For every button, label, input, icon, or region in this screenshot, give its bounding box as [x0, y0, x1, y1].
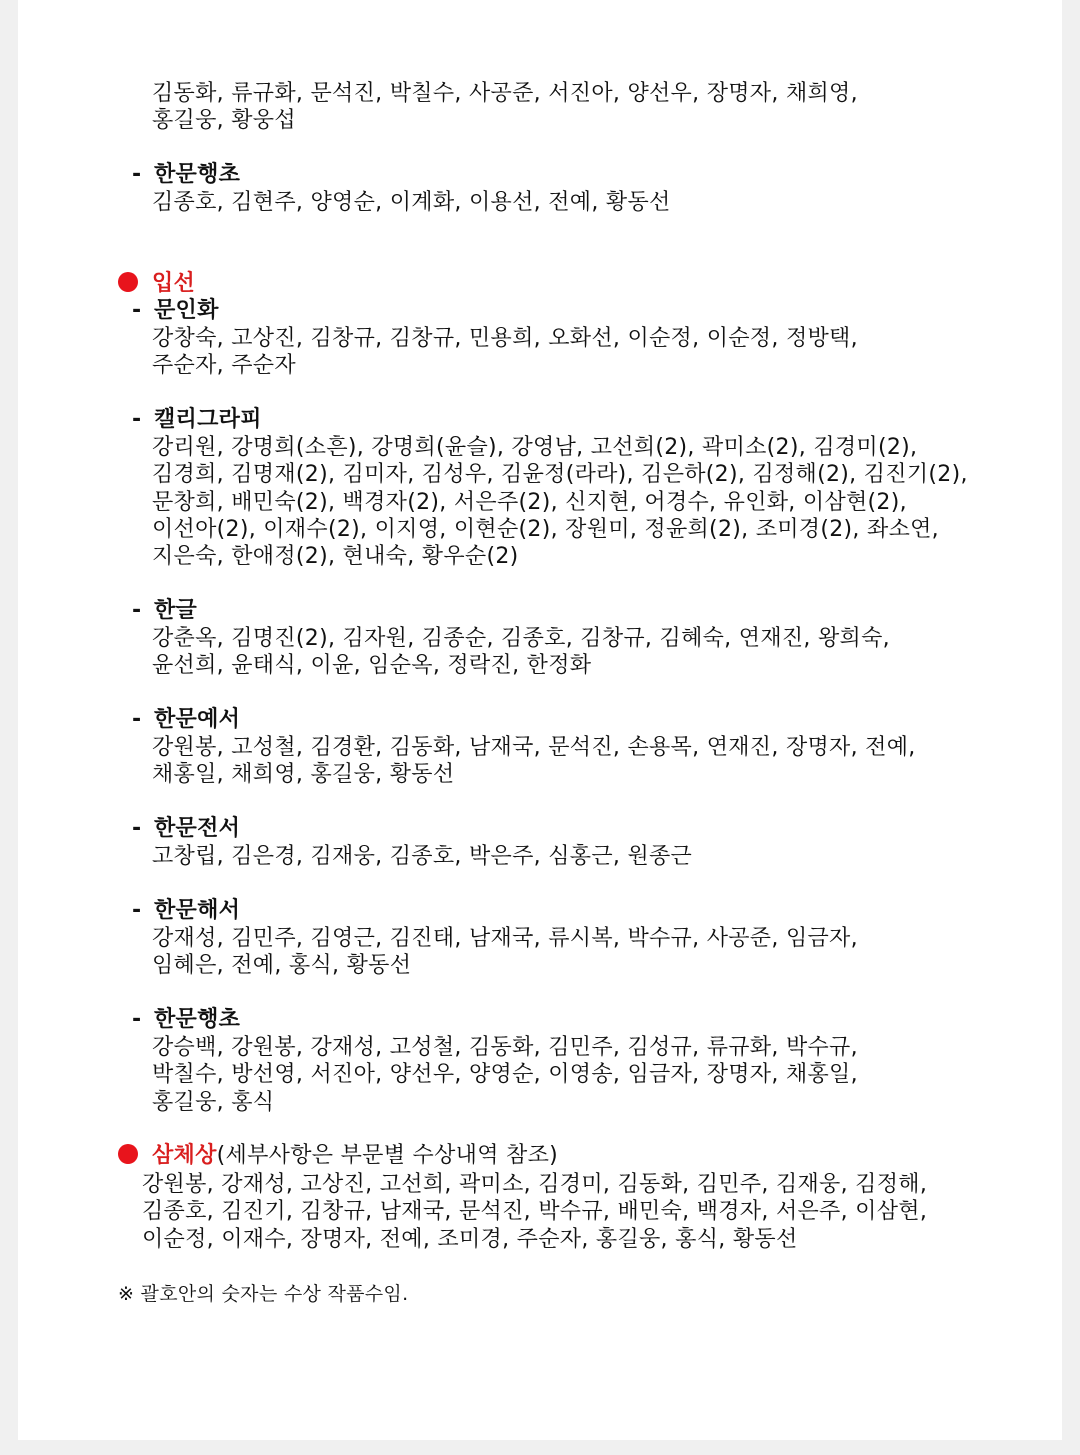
category-title: 한문전서 — [154, 816, 241, 841]
category-heading — [132, 297, 219, 325]
dash-marker: - — [132, 1007, 142, 1032]
dash-marker: - — [132, 707, 142, 732]
names-line: 강원봉, 강재성, 고상진, 고선희, 곽미소, 김경미, 김동화, 김민주, 김재웅, 김정해, — [142, 1172, 928, 1197]
names-line: 지은숙, 한애정(2), 현내숙, 황우순(2) — [152, 544, 519, 569]
dash-marker: - — [132, 816, 142, 841]
category-title: 한문행초 — [154, 1007, 241, 1032]
names-line: 박칠수, 방선영, 서진아, 양선우, 양영순, 이영송, 임금자, 장명자, 채홍일, — [152, 1062, 858, 1087]
names-line: 임혜은, 전예, 홍식, 황동선 — [152, 953, 412, 978]
names-line: 김종호, 김현주, 양영순, 이계화, 이용선, 전예, 황동선 — [152, 190, 671, 215]
dash-marker: - — [132, 162, 142, 187]
category-heading — [132, 597, 197, 625]
document-page — [18, 0, 1062, 1440]
footnote: ※ 괄호안의 숫자는 수상 작품수임. — [118, 1283, 409, 1305]
section-heading-samche — [118, 1142, 558, 1170]
names-line: 강리원, 강명희(소흔), 강명희(윤슬), 강영남, 고선희(2), 곽미소(2), 김경미(2), — [152, 435, 918, 460]
category-heading — [132, 161, 240, 189]
names-line: 김동화, 류규화, 문석진, 박칠수, 사공준, 서진아, 양선우, 장명자, 채희영, — [152, 81, 858, 106]
category-title: 한문행초 — [154, 162, 241, 187]
category-title: 한글 — [154, 598, 198, 623]
category-title: 한문해서 — [154, 898, 241, 923]
section-subtitle: (세부사항은 부문별 수상내역 참조) — [216, 1143, 559, 1168]
names-line: 강춘옥, 김명진(2), 김자원, 김종순, 김종호, 김창규, 김혜숙, 연재진, 왕희숙, — [152, 626, 890, 651]
section-title: 입선 — [152, 271, 196, 296]
dash-marker: - — [132, 898, 142, 923]
dash-marker: - — [132, 298, 142, 323]
names-line: 김경희, 김명재(2), 김미자, 김성우, 김윤정(라라), 김은하(2), 김정해(2), 김진기(2), — [152, 462, 968, 487]
names-line: 강창숙, 고상진, 김창규, 김창규, 민용희, 오화선, 이순정, 이순정, 정방택, — [152, 326, 858, 351]
names-line: 김종호, 김진기, 김창규, 남재국, 문석진, 박수규, 배민숙, 백경자, 서은주, 이삼현, — [142, 1199, 928, 1224]
category-title: 한문예서 — [154, 707, 241, 732]
names-line: 고창립, 김은경, 김재웅, 김종호, 박은주, 심홍근, 원종근 — [152, 844, 693, 869]
names-line: 홍길웅, 홍식 — [152, 1090, 275, 1115]
names-line: 주순자, 주순자 — [152, 353, 296, 378]
category-heading — [132, 406, 262, 434]
category-heading — [132, 1006, 240, 1034]
dash-marker: - — [132, 598, 142, 623]
names-line: 채홍일, 채희영, 홍길웅, 황동선 — [152, 762, 455, 787]
section-heading-ipseon — [118, 270, 195, 298]
category-heading — [132, 897, 240, 925]
names-line: 문창희, 배민숙(2), 백경자(2), 서은주(2), 신지현, 어경수, 유인화, 이삼현(2), — [152, 490, 907, 515]
names-line: 이순정, 이재수, 장명자, 전예, 조미경, 주순자, 홍길웅, 홍식, 황동선 — [142, 1227, 798, 1252]
dash-marker: - — [132, 407, 142, 432]
names-line: 강원봉, 고성철, 김경환, 김동화, 남재국, 문석진, 손용목, 연재진, 장명자, 전예, — [152, 735, 916, 760]
category-title: 문인화 — [154, 298, 219, 323]
names-line: 홍길웅, 황웅섭 — [152, 108, 296, 133]
section-title: 삼체상 — [152, 1143, 217, 1168]
names-line: 이선아(2), 이재수(2), 이지영, 이현순(2), 장원미, 정윤희(2), 조미경(2), 좌소연, — [152, 517, 939, 542]
bullet-dot-icon — [118, 272, 138, 292]
names-line: 강승백, 강원봉, 강재성, 고성철, 김동화, 김민주, 김성규, 류규화, 박수규, — [152, 1035, 858, 1060]
names-line: 윤선희, 윤태식, 이윤, 임순옥, 정락진, 한정화 — [152, 653, 592, 678]
category-heading — [132, 815, 240, 843]
names-line: 강재성, 김민주, 김영근, 김진태, 남재국, 류시복, 박수규, 사공준, 임금자, — [152, 926, 858, 951]
category-heading — [132, 706, 240, 734]
bullet-dot-icon — [118, 1144, 138, 1164]
category-title: 캘리그라피 — [154, 407, 262, 432]
